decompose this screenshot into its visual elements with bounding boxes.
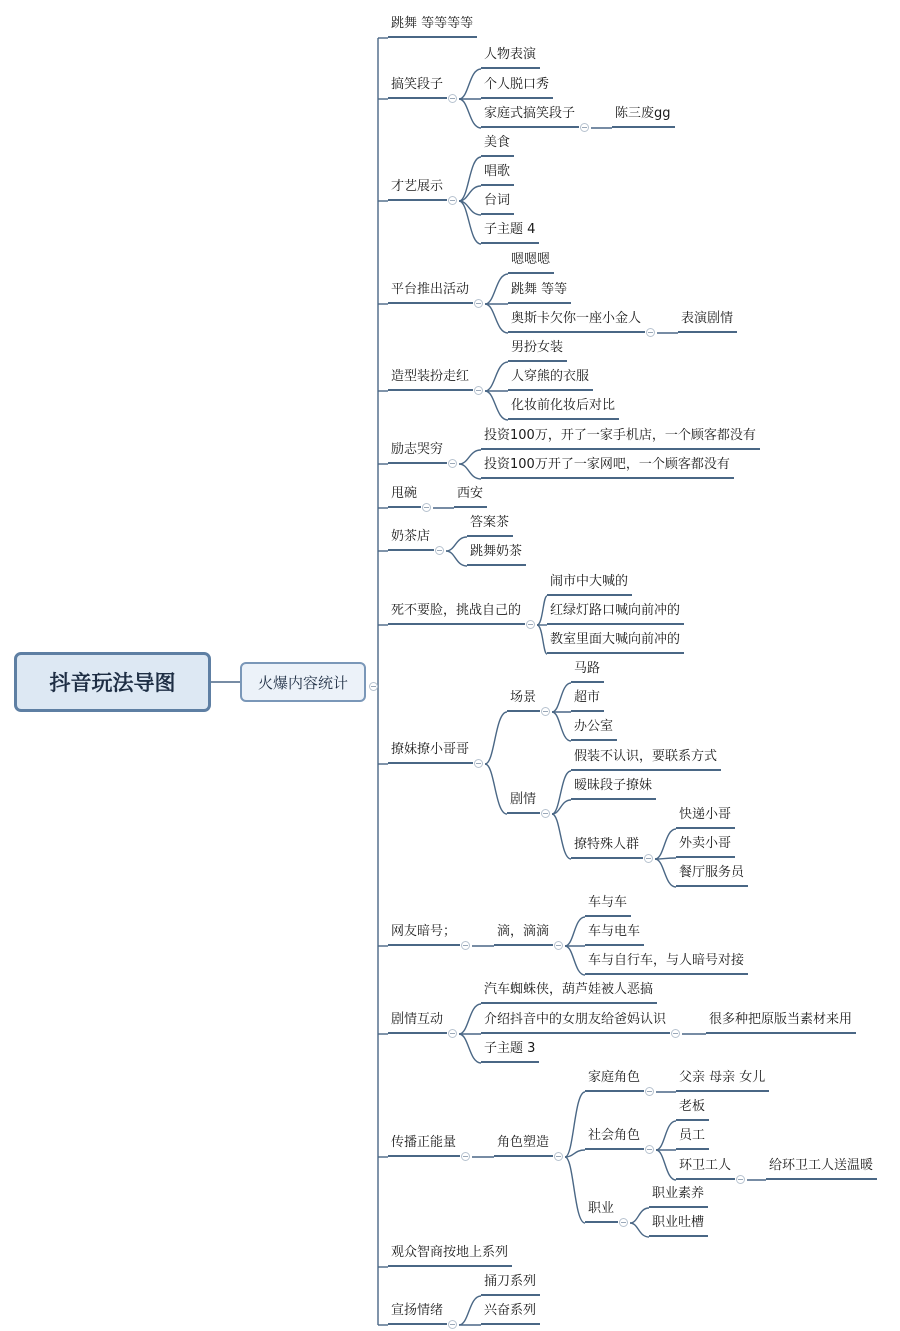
collapse-toggle-icon[interactable] [541, 707, 550, 716]
mindmap-topic[interactable]: 人穿熊的衣服 [508, 368, 593, 391]
mindmap-topic[interactable]: 甩碗 [388, 485, 421, 508]
collapse-toggle-icon[interactable] [448, 1029, 457, 1038]
connector-line [565, 1157, 585, 1223]
mindmap-topic[interactable]: 才艺展示 [388, 178, 447, 201]
connector-line [552, 683, 571, 712]
mindmap-topic[interactable]: 化妆前化妆后对比 [508, 397, 619, 420]
collapse-toggle-icon[interactable] [644, 854, 653, 863]
connector-line [459, 201, 481, 244]
connector-line [630, 1208, 649, 1223]
connector-line [459, 1004, 481, 1034]
mindmap-topic[interactable]: 投资100万，开了一家手机店，一个顾客都没有 [481, 427, 760, 450]
mindmap-topic[interactable]: 场景 [507, 689, 540, 712]
mindmap-topic[interactable]: 跳舞奶茶 [467, 543, 526, 566]
mindmap-topic[interactable]: 剧情互动 [388, 1011, 447, 1034]
connector-line [537, 625, 547, 654]
mindmap-topic[interactable]: 暧昧段子撩妹 [571, 777, 656, 800]
connector-line [446, 551, 467, 566]
connector-line [459, 99, 481, 128]
mindmap-topic[interactable]: 奥斯卡欠你一座小金人 [508, 310, 645, 333]
connector-line [459, 1296, 481, 1325]
mindmap-topic[interactable]: 家庭角色 [585, 1069, 644, 1092]
mindmap-topic[interactable]: 外卖小哥 [676, 835, 735, 858]
mindmap-topic[interactable]: 死不要脸，挑战自己的 [388, 602, 525, 625]
connector-line [446, 537, 467, 551]
connector-line [552, 771, 571, 814]
mindmap-topic[interactable]: 男扮女装 [508, 339, 567, 362]
collapse-toggle-icon[interactable] [554, 1152, 563, 1161]
mindmap-topic[interactable]: 奶茶店 [388, 528, 434, 551]
mindmap-topic[interactable]: 跳舞 等等 [508, 281, 571, 304]
mindmap-topic[interactable]: 马路 [571, 660, 604, 683]
mindmap-topic[interactable]: 车与自行车，与人暗号对接 [585, 952, 748, 975]
collapse-toggle-icon[interactable] [448, 94, 457, 103]
collapse-toggle-icon[interactable] [645, 1087, 654, 1096]
mindmap-topic[interactable]: 个人脱口秀 [481, 76, 553, 99]
connector-line [485, 712, 507, 764]
collapse-toggle-icon[interactable] [580, 123, 589, 132]
mindmap-topic[interactable]: 台词 [481, 192, 514, 215]
connector-line [459, 464, 481, 479]
collapse-toggle-icon[interactable] [369, 682, 378, 691]
mindmap-topic[interactable]: 角色塑造 [494, 1134, 553, 1157]
collapse-toggle-icon[interactable] [461, 941, 470, 950]
mindmap-topic[interactable]: 教室里面大喊向前冲的 [547, 631, 684, 654]
mindmap-topic[interactable]: 表演剧情 [678, 310, 737, 333]
mindmap-topic[interactable]: 嗯嗯嗯 [508, 251, 554, 274]
mindmap-topic[interactable]: 西安 [454, 485, 487, 508]
collapse-toggle-icon[interactable] [646, 328, 655, 337]
collapse-toggle-icon[interactable] [448, 459, 457, 468]
connector-line [552, 814, 571, 859]
mindmap-topic[interactable]: 介绍抖音中的女朋友给爸妈认识 [481, 1011, 670, 1034]
collapse-toggle-icon[interactable] [554, 941, 563, 950]
connector-line [537, 596, 547, 625]
mindmap-topic[interactable]: 兴奋系列 [481, 1302, 540, 1325]
mindmap-topic[interactable]: 捅刀系列 [481, 1273, 540, 1296]
mindmap-topic[interactable]: 车与车 [585, 894, 631, 917]
collapse-toggle-icon[interactable] [461, 1152, 470, 1161]
mindmap-topic[interactable]: 陈三废gg [612, 105, 675, 128]
connector-line [485, 391, 508, 420]
collapse-toggle-icon[interactable] [671, 1029, 680, 1038]
connector-line [552, 712, 571, 741]
mindmap-topic[interactable]: 子主题 4 [481, 221, 539, 244]
connector-line [630, 1223, 649, 1237]
mindmap-topic[interactable]: 快递小哥 [676, 806, 735, 829]
mindmap-topic[interactable]: 老板 [676, 1098, 709, 1121]
mindmap-topic[interactable]: 职业素养 [649, 1185, 708, 1208]
mindmap-topic[interactable]: 滴，滴滴 [494, 923, 553, 946]
mindmap-topic[interactable]: 父亲 母亲 女儿 [676, 1069, 769, 1092]
mindmap-topic[interactable]: 职业吐槽 [649, 1214, 708, 1237]
connector-line [485, 764, 507, 814]
collapse-toggle-icon[interactable] [736, 1175, 745, 1184]
mindmap-topic[interactable]: 环卫工人 [676, 1157, 735, 1180]
collapse-toggle-icon[interactable] [448, 1320, 457, 1329]
mindmap-topic[interactable]: 搞笑段子 [388, 76, 447, 99]
mindmap-topic[interactable]: 撩妹撩小哥哥 [388, 741, 473, 764]
mindmap-topic[interactable]: 造型装扮走红 [388, 368, 473, 391]
mindmap-topic[interactable]: 投资100万开了一家网吧，一个顾客都没有 [481, 456, 734, 479]
mindmap-topic[interactable]: 红绿灯路口喊向前冲的 [547, 602, 684, 625]
mindmap-topic[interactable]: 跳舞 等等等等 [388, 15, 477, 38]
mindmap-topic[interactable]: 社会角色 [585, 1127, 644, 1150]
mindmap-topic[interactable]: 平台推出活动 [388, 281, 473, 304]
mindmap-topic[interactable]: 子主题 3 [481, 1040, 539, 1063]
collapse-toggle-icon[interactable] [619, 1218, 628, 1227]
mindmap-topic[interactable]: 传播正能量 [388, 1134, 460, 1157]
mindmap-topic[interactable]: 答案茶 [467, 514, 513, 537]
mindmap-topic[interactable]: 职业 [585, 1200, 618, 1223]
collapse-toggle-icon[interactable] [474, 759, 483, 768]
mindmap-topic[interactable]: 假装不认识，要联系方式 [571, 748, 721, 771]
mindmap-topic[interactable]: 车与电车 [585, 923, 644, 946]
connector-line [655, 829, 676, 859]
connector-line [459, 157, 481, 201]
mindmap-topic[interactable]: 励志哭穷 [388, 441, 447, 464]
connector-line [565, 917, 585, 946]
mindmap-topic[interactable]: 美食 [481, 134, 514, 157]
connector-line [656, 1121, 676, 1150]
collapse-toggle-icon[interactable] [422, 503, 431, 512]
mindmap-topic[interactable]: 员工 [676, 1127, 709, 1150]
connector-line [655, 859, 676, 887]
mindmap-topic[interactable]: 宣扬情绪 [388, 1302, 447, 1325]
connector-line [565, 1092, 585, 1157]
connector-line [656, 1150, 676, 1180]
root-topic[interactable]: 抖音玩法导图 [14, 652, 211, 712]
mindmap-topic[interactable]: 家庭式搞笑段子 [481, 105, 579, 128]
connector-line [459, 1034, 481, 1063]
central-topic[interactable]: 火爆内容统计 [240, 662, 366, 702]
mindmap-topic[interactable]: 给环卫工人送温暖 [766, 1157, 877, 1180]
connector-line [459, 69, 481, 99]
mindmap-topic[interactable]: 汽车蜘蛛侠，葫芦娃被人恶搞 [481, 981, 657, 1004]
connector-line [485, 304, 508, 333]
connector-line [485, 362, 508, 391]
mindmap-topic[interactable]: 剧情 [507, 791, 540, 814]
connector-line [485, 274, 508, 304]
connector-line [459, 450, 481, 464]
collapse-toggle-icon[interactable] [526, 620, 535, 629]
connector-line [565, 946, 585, 975]
collapse-toggle-icon[interactable] [474, 386, 483, 395]
mindmap-topic[interactable]: 闹市中大喊的 [547, 573, 632, 596]
collapse-toggle-icon[interactable] [645, 1145, 654, 1154]
mindmap-topic[interactable]: 办公室 [571, 718, 617, 741]
mindmap-topic[interactable]: 很多种把原版当素材来用 [706, 1011, 856, 1034]
mindmap-topic[interactable]: 超市 [571, 689, 604, 712]
mindmap-topic[interactable]: 网友暗号； [388, 923, 460, 946]
collapse-toggle-icon[interactable] [474, 299, 483, 308]
mindmap-topic[interactable]: 唱歌 [481, 163, 514, 186]
mindmap-topic[interactable]: 观众智商按地上系列 [388, 1244, 512, 1267]
mindmap-topic[interactable]: 人物表演 [481, 46, 540, 69]
mindmap-topic[interactable]: 餐厅服务员 [676, 864, 748, 887]
mindmap-topic[interactable]: 撩特殊人群 [571, 836, 643, 859]
collapse-toggle-icon[interactable] [541, 809, 550, 818]
collapse-toggle-icon[interactable] [435, 546, 444, 555]
collapse-toggle-icon[interactable] [448, 196, 457, 205]
